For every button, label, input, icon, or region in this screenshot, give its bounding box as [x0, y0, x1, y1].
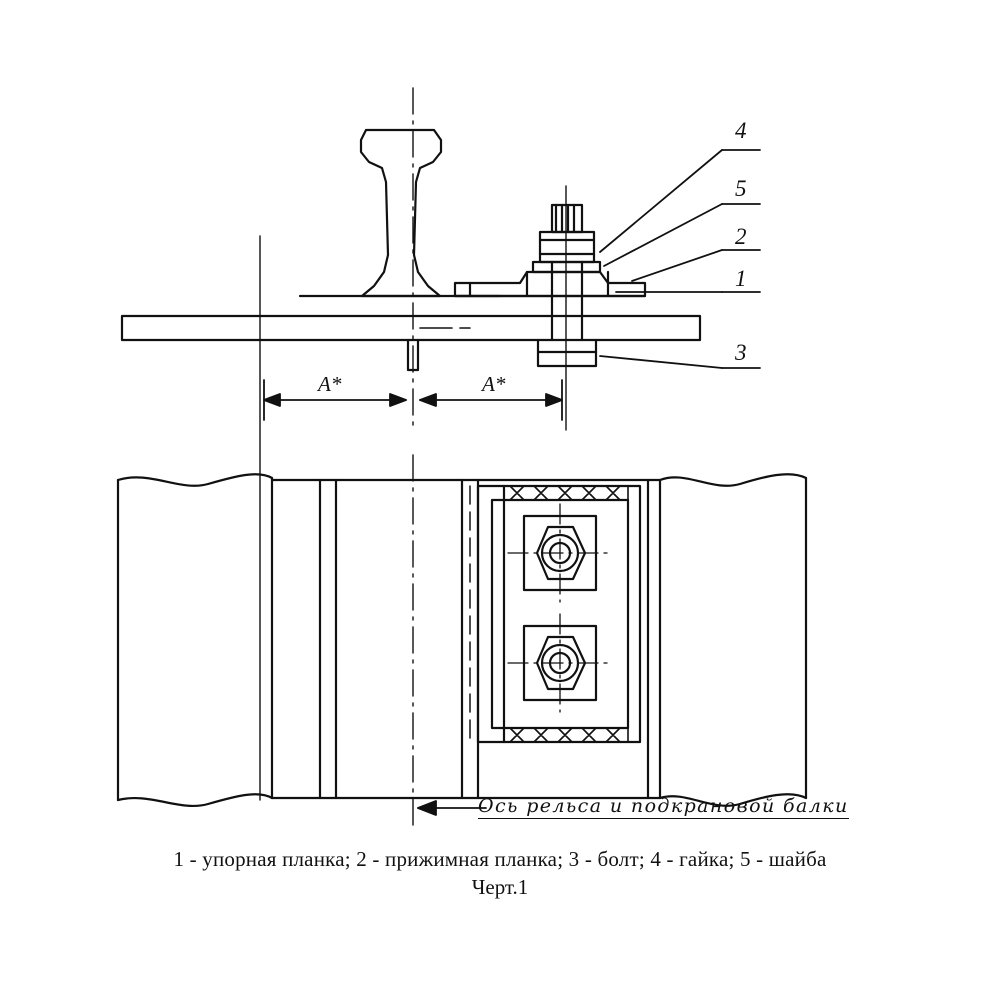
nut: [540, 232, 594, 262]
plan-beam-plate: [118, 474, 806, 806]
callout-2: 2: [735, 224, 747, 249]
figure-number: Черт.1: [471, 875, 529, 899]
figure-legend: 1 - упорная планка; 2 - прижимная планка; 3 - болт; 4 - гайка; 5 - шайба: [173, 847, 827, 871]
figure-caption: [0, 845, 1000, 901]
axis-note: Ось рельса и подкрановой балки: [478, 795, 849, 817]
axis-note-leader: [418, 801, 486, 815]
crane-beam-flange: [122, 316, 700, 340]
callout-4: 4: [735, 118, 747, 143]
bolt: [538, 205, 596, 366]
plan-hatch-bands: [504, 486, 628, 742]
callout-1: 1: [735, 266, 747, 291]
dimension-label-left: A*: [318, 372, 342, 396]
rail-profile: [361, 130, 441, 296]
callout-5: 5: [735, 176, 747, 201]
callout-3: 3: [735, 340, 747, 365]
plan-clamp-plate: [478, 486, 640, 742]
dimension-label-right: A*: [482, 372, 506, 396]
